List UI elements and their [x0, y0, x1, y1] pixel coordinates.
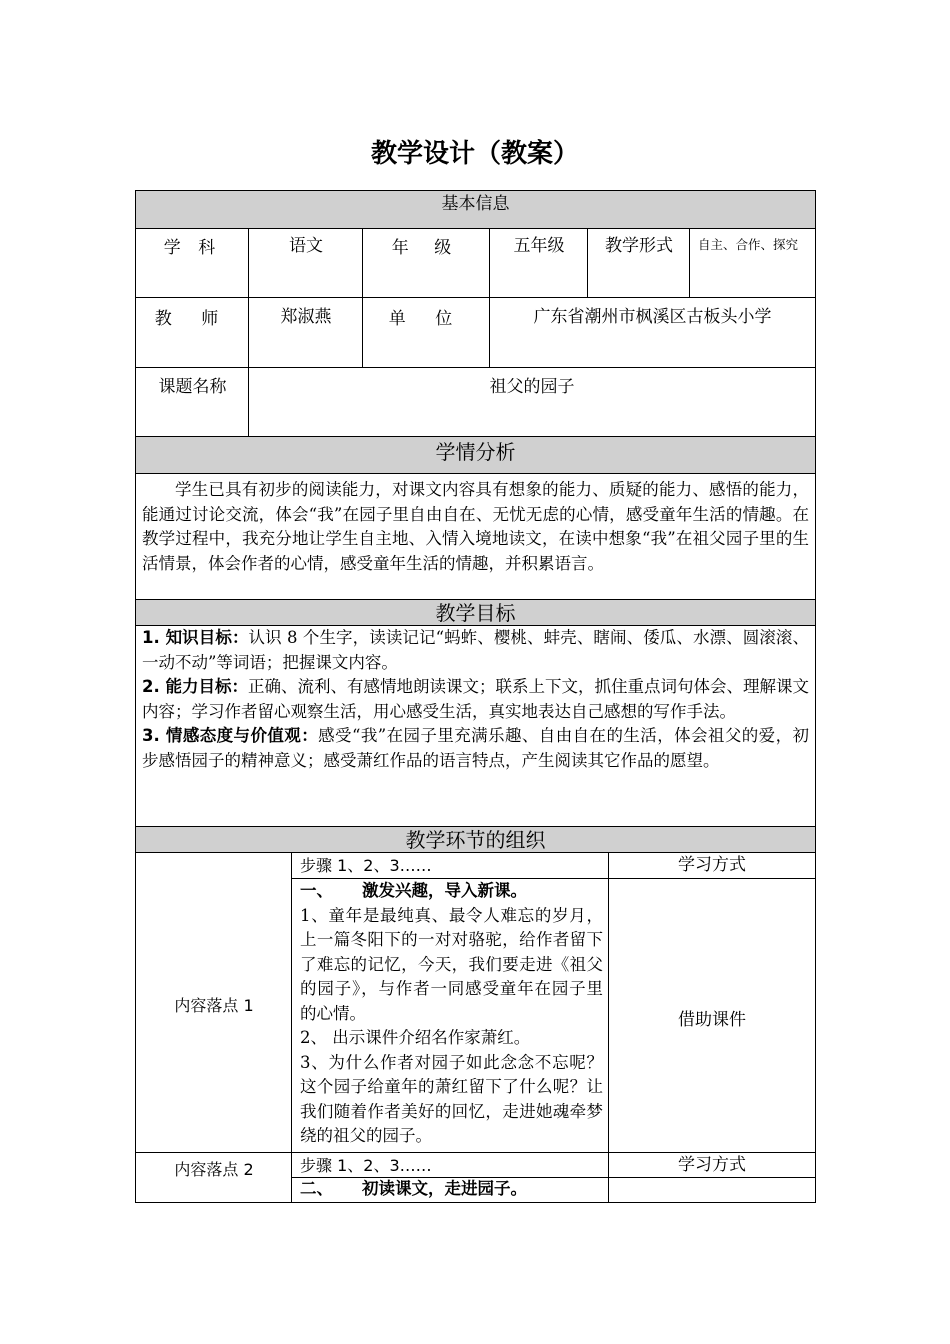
section-1-item-2: 2、 出示课件介绍名作家萧红。	[300, 1028, 531, 1047]
method-value-1: 借助课件	[608, 878, 815, 1152]
subject-label: 学 科	[136, 228, 249, 298]
content-point-2-label: 内容落点 2	[136, 1152, 292, 1202]
goal-emotion-label: 3. 情感态度与价值观：	[142, 726, 319, 745]
unit-value: 广东省潮州市枫溪区古板头小学	[489, 297, 815, 368]
section-2-title: 初读课文，走进园子。	[362, 1179, 527, 1198]
goal-ability	[142, 675, 809, 724]
steps-header-1: 步骤 1、2、3……	[291, 852, 609, 879]
section-1-item-1: 1、童年是最纯真、最令人难忘的岁月，上一篇冬阳下的一对对骆驼，给作者留下了难忘的记忆，今天，我们要走进《祖父的园子》，与作者一同感受童年在园子里的心情。	[300, 905, 603, 1023]
lesson-plan-table	[135, 190, 816, 1203]
goal-knowledge	[142, 626, 809, 675]
analysis-text	[136, 473, 815, 600]
section-1-number: 一、	[300, 881, 333, 900]
goal-ability-text: 正确、流利、有感情地朗读课文；联系上下文，抓住重点词句体会、理解课文内容；学习作者留心观察生活，用心感受生活，真实地表达自己感想的写作手法。	[142, 677, 809, 721]
grade-value: 五年级	[489, 228, 588, 298]
section-1-heading	[300, 879, 603, 904]
goal-emotion-text: 感受“我”在园子里充满乐趣、自由自在的生活，体会祖父的爱，初步感悟园子的精神意义；感受萧红作品的语言特点，产生阅读其它作品的愿望。	[142, 726, 810, 770]
steps-header-2: 步骤 1、2、3……	[291, 1152, 609, 1178]
goal-knowledge-text: 认识 8 个生字，读读记记“蚂蚱、樱桃、蚌壳、瞎闹、倭瓜、水漂、圆滚滚、一动不动”等词语；把握课文内容。	[142, 628, 809, 672]
form-label: 教学形式	[587, 228, 690, 298]
teacher-label: 教 师	[136, 297, 249, 368]
analysis-paragraph: 学生已具有初步的阅读能力，对课文内容具有想象的能力、质疑的能力、感悟的能力，能通过讨论交流，体会“我”在园子里自由自在、无忧无虑的心情，感受童年生活的情趣。在教学过程中，我充分地让学生自主地、入情入境地读文，在读中想象“我”在祖父园子里的生活情景，体会作者的心情，感受童年生活的情趣，并积累语言。	[142, 480, 809, 573]
goals-header: 教学目标	[136, 599, 815, 626]
form-value: 自主、合作、探究	[689, 228, 815, 298]
goal-knowledge-label: 1. 知识目标：	[142, 628, 249, 647]
document-title: 教学设计（教案）	[370, 139, 579, 169]
section-1-content	[291, 878, 609, 1152]
organization-header: 教学环节的组织	[136, 826, 815, 853]
goal-ability-label: 2. 能力目标：	[142, 677, 248, 696]
unit-label: 单 位	[362, 297, 490, 368]
content-point-1-label: 内容落点 1	[136, 852, 292, 1152]
subject-value: 语文	[248, 228, 363, 298]
grade-label: 年 级	[362, 228, 490, 298]
method-header-1: 学习方式	[608, 852, 815, 879]
goals-body	[136, 625, 815, 827]
method-header-2: 学习方式	[608, 1152, 815, 1178]
analysis-header: 学情分析	[136, 436, 815, 474]
basic-info-header: 基本信息	[136, 191, 815, 228]
method-value-2	[608, 1177, 815, 1202]
section-1-title: 激发兴趣，导入新课。	[362, 881, 527, 900]
goal-emotion	[142, 724, 809, 773]
section-2-number: 二、	[300, 1179, 333, 1198]
topic-value: 祖父的园子	[248, 367, 815, 437]
topic-label: 课题名称	[136, 367, 249, 437]
section-2-heading	[291, 1177, 609, 1202]
section-1-item-3: 3、为什么作者对园子如此念念不忘呢？这个园子给童年的萧红留下了什么呢？让我们随着作者美好的回忆，走进她魂牵梦绕的祖父的园子。	[300, 1052, 603, 1145]
teacher-value: 郑淑燕	[248, 297, 363, 368]
